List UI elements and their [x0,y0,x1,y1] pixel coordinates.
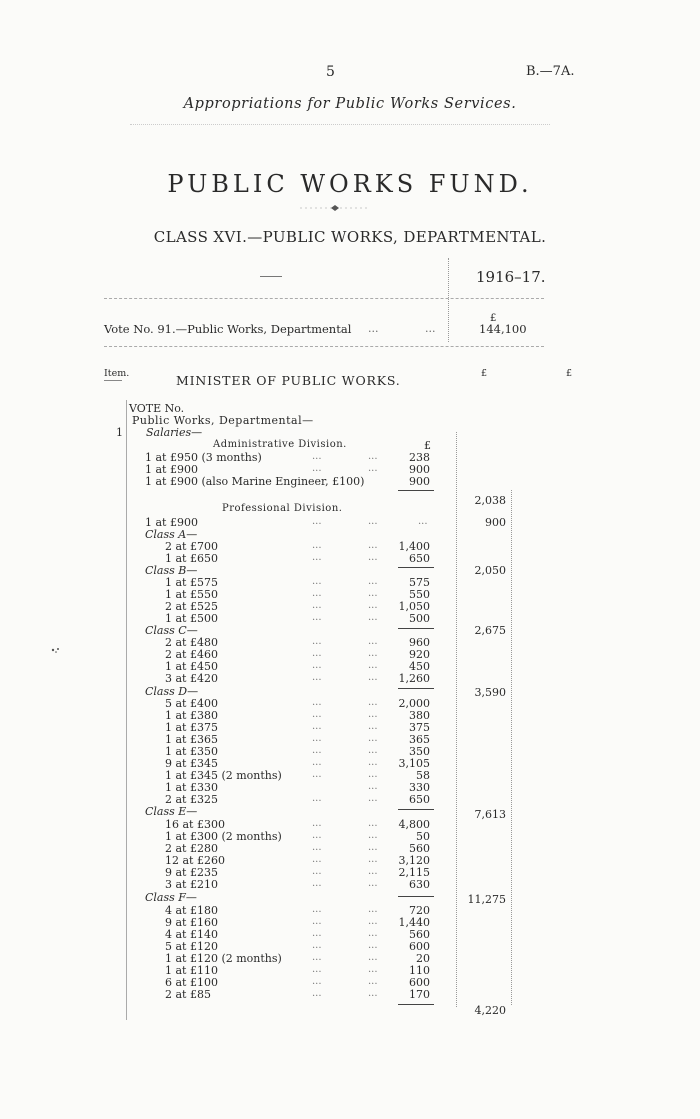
leader-dots: ... [312,842,322,853]
divider [104,346,544,347]
leader-dots: ... [368,745,378,756]
leader-dots: ... [368,928,378,939]
leader-dots: ... [312,769,322,780]
leader-dots: ... [368,648,378,659]
leader-dots: ... [368,757,378,768]
subtotal-rule [398,490,434,491]
salaries-heading: Salaries— [146,426,203,439]
leader-dots: ... [312,552,322,563]
leader-dots: ... [312,576,322,587]
salary-line: 2 at £525 [165,600,218,613]
leader-dots: ... [312,540,322,551]
leader-dots: ... [312,916,322,927]
salary-line: 1 at £110 [165,964,218,977]
salary-amount: 630 [409,878,430,891]
leader-dots: ... [368,842,378,853]
salary-amount: 900 [409,475,430,488]
leader-dots: ... [312,648,322,659]
salary-line: 2 at £480 [165,636,218,649]
leader-dots: ... [312,976,322,987]
item-number: 1 [116,426,123,439]
salary-line: 3 at £420 [165,672,218,685]
page-number: 5 [326,64,335,80]
leader-dots: ... [368,818,378,829]
leader-dots: ... [368,451,378,462]
salary-amount: 3,120 [398,854,430,867]
leader-dots: ... [368,904,378,915]
salary-line: 1 at £120 (2 months) [165,952,282,965]
class-total: 2,675 [474,624,506,637]
leader-dots: ... [312,964,322,975]
leader-dots: ... [312,928,322,939]
salary-line: 1 at £900 [145,463,198,476]
leader-dots: ... [368,540,378,551]
leader-dots: ... [368,964,378,975]
salary-amount: 960 [409,636,430,649]
salary-amount: 3,105 [398,757,430,770]
dash-mark [260,276,282,277]
leader-dots: ... [368,576,378,587]
vote-number-heading: VOTE No. [129,402,185,415]
salary-line: 2 at £325 [165,793,218,806]
leader-dots: ... [312,463,322,474]
salary-amount: 50 [416,830,430,843]
class-label: Class C— [145,624,198,637]
salary-amount: 560 [409,928,430,941]
salary-line: 2 at £280 [165,842,218,855]
leader-dots: ... [312,660,322,671]
leader-dots: ... [425,322,436,335]
dash-mark [104,380,122,381]
division-heading: Professional Division. [222,503,343,514]
class-total: 7,613 [474,808,506,821]
leader-dots: ... [312,636,322,647]
leader-dots: ... [368,916,378,927]
salary-amount: 650 [409,793,430,806]
salary-line: 1 at £350 [165,745,218,758]
leader-dots: ... [368,878,378,889]
leader-dots: ... [368,552,378,563]
subtotal-rule [398,1004,434,1005]
class-label: Class F— [145,891,197,904]
subtotal-rule [398,628,434,629]
leader-dots: ... [368,636,378,647]
salary-amount: 600 [409,976,430,989]
salary-line: 1 at £900 [145,516,198,529]
leader-dots: ... [368,733,378,744]
salary-line: 1 at £550 [165,588,218,601]
class-label: Class D— [145,685,199,698]
leader-dots: ... [368,866,378,877]
column-rule [126,400,127,1020]
salary-line: 5 at £120 [165,940,218,953]
leader-dots: ... [312,757,322,768]
leader-dots: ... [312,878,322,889]
class-total: 4,220 [474,1004,506,1017]
margin-mark [50,646,62,654]
leader-dots: ... [312,721,322,732]
leader-dots: ... [368,952,378,963]
leader-dots: ... [368,769,378,780]
leader-dots: ... [312,697,322,708]
page-title: PUBLIC WORKS FUND. [167,170,533,198]
leader-dots: ... [368,709,378,720]
vote-label: Vote No. 91.—Public Works, Departmental [104,322,352,336]
salary-amount: 600 [409,940,430,953]
class-total: 3,590 [474,686,506,699]
salary-amount: 380 [409,709,430,722]
leader-dots: ... [312,988,322,999]
subtotal-rule [398,809,434,810]
class-label: Class E— [145,805,198,818]
leader-dots: ... [312,745,322,756]
leader-dots: ... [312,793,322,804]
currency-symbol: £ [566,368,573,379]
leader-dots: ... [312,516,322,527]
division-total: 900 [485,516,506,529]
leader-dots: ... [312,830,322,841]
leader-dots: ... [312,451,322,462]
salary-line: 2 at £700 [165,540,218,553]
salary-amount: 20 [416,952,430,965]
salary-line: 3 at £210 [165,878,218,891]
salary-amount: 350 [409,745,430,758]
division-heading: Administrative Division. [213,439,347,450]
salary-amount: 1,050 [398,600,430,613]
salary-line: 9 at £160 [165,916,218,929]
salary-line: 1 at £500 [165,612,218,625]
salary-amount: 900 [409,463,430,476]
salary-line: 1 at £380 [165,709,218,722]
salary-amount: 920 [409,648,430,661]
leader-dots: ... [368,830,378,841]
leader-dots: ... [312,818,322,829]
salary-line: 4 at £140 [165,928,218,941]
leader-dots: ... [312,854,322,865]
currency-symbol: £ [481,368,488,379]
salary-amount: 58 [416,769,430,782]
leader-dots: ... [312,904,322,915]
class-heading: CLASS XVI.—PUBLIC WORKS, DEPARTMENTAL. [153,228,547,246]
salary-line: 1 at £950 (3 months) [145,451,262,464]
column-rule [448,258,449,342]
leader-dots: ... [368,854,378,865]
leader-dots: ... [368,322,379,335]
salary-line: 4 at £180 [165,904,218,917]
currency-symbol: £ [424,439,431,452]
leader-dots: ... [368,516,378,527]
running-head: Appropriations for Public Works Services. [183,96,517,112]
salary-line: 2 at £85 [165,988,211,1001]
salary-amount: 1,440 [398,916,430,929]
column-rule [456,432,457,1007]
leader-dots: ... [312,940,322,951]
leader-dots: ... [368,940,378,951]
leader-dots: ... [368,988,378,999]
salary-amount: 2,000 [398,697,430,710]
leader-dots: ... [368,793,378,804]
salary-line: 9 at £235 [165,866,218,879]
salary-amount: 170 [409,988,430,1001]
salary-amount: 450 [409,660,430,673]
salary-line: 1 at £365 [165,733,218,746]
section-heading: MINISTER OF PUBLIC WORKS. [176,373,401,388]
class-total: 11,275 [467,893,506,906]
salary-line: 9 at £345 [165,757,218,770]
salary-line: 1 at £300 (2 months) [165,830,282,843]
salary-line: 5 at £400 [165,697,218,710]
subtotal-rule [398,896,434,897]
leader-dots: ... [312,952,322,963]
leader-dots: ... [368,600,378,611]
salary-line: 12 at £260 [165,854,225,867]
division-total: 2,038 [474,494,506,507]
salary-line: 1 at £345 (2 months) [165,769,282,782]
salary-line: 1 at £375 [165,721,218,734]
salary-line: 16 at £300 [165,818,225,831]
ornament-divider [300,204,370,212]
salary-line: 1 at £900 (also Marine Engineer, £100) [145,475,365,488]
currency-symbol: £ [490,313,497,324]
class-total: 2,050 [474,564,506,577]
salary-line: 6 at £100 [165,976,218,989]
class-label: Class B— [145,564,198,577]
leader-dots: ... [312,866,322,877]
leader-dots: ... [368,781,378,792]
vote-amount: 144,100 [479,322,527,336]
leader-dots: ... [312,600,322,611]
subtotal-rule [398,688,434,689]
leader-dots: ... [368,672,378,683]
item-column-header: Item. [104,368,130,379]
divider [104,298,544,299]
salary-amount: 1,260 [398,672,430,685]
salary-amount: 375 [409,721,430,734]
salary-amount: 650 [409,552,430,565]
salary-amount: 110 [409,964,430,977]
leader-dots: ... [368,612,378,623]
salary-line: 1 at £650 [165,552,218,565]
salary-amount: 2,115 [398,866,430,879]
salary-amount: 238 [409,451,430,464]
salary-amount: 365 [409,733,430,746]
leader-dots: ... [312,709,322,720]
salary-amount: 500 [409,612,430,625]
salary-amount: 1,400 [398,540,430,553]
leader-dots: ... [368,721,378,732]
salary-line: 1 at £450 [165,660,218,673]
salary-amount: 720 [409,904,430,917]
salary-line: 2 at £460 [165,648,218,661]
salary-amount: 550 [409,588,430,601]
salary-amount: 4,800 [398,818,430,831]
leader-dots: ... [368,463,378,474]
leader-dots: ... [368,697,378,708]
leader-dots: ... [312,672,322,683]
salary-line: 1 at £330 [165,781,218,794]
leader-dots: ... [368,588,378,599]
class-label: Class A— [145,528,198,541]
leader-dots: ... [312,588,322,599]
document-reference: B.—7A. [526,64,575,79]
vote-description: Public Works, Departmental— [132,414,314,427]
salary-amount: 560 [409,842,430,855]
salary-amount: 575 [409,576,430,589]
divider [130,124,550,125]
column-rule [511,490,512,1005]
salary-line: 1 at £575 [165,576,218,589]
subtotal-rule [398,567,434,568]
financial-year: 1916–17. [476,268,546,286]
leader-dots: ... [368,660,378,671]
leader-dots: ... [312,612,322,623]
leader-dots: ... [368,976,378,987]
leader-dots: ... [312,733,322,744]
salary-amount: 330 [409,781,430,794]
leader-dots: ... [418,516,428,527]
